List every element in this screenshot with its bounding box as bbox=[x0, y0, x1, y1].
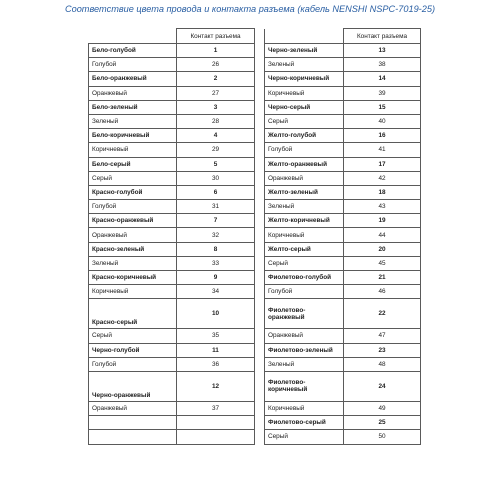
column-separator bbox=[255, 285, 265, 299]
right-wire-color: Желто-серый bbox=[265, 242, 344, 256]
table-row bbox=[89, 44, 421, 58]
left-contact-number: 30 bbox=[177, 171, 255, 185]
column-separator bbox=[255, 185, 265, 199]
right-contact-number: 41 bbox=[344, 143, 421, 157]
left-wire-color: Бело-оранжевый bbox=[89, 72, 177, 86]
wire-color-table bbox=[88, 28, 421, 445]
left-wire-color: Бело-серый bbox=[89, 157, 177, 171]
right-contact-number: 46 bbox=[344, 285, 421, 299]
column-separator bbox=[255, 157, 265, 171]
left-wire-color: Красно-зеленый bbox=[89, 242, 177, 256]
right-wire-color: Желто-коричневый bbox=[265, 214, 344, 228]
table-row bbox=[89, 357, 421, 371]
right-wire-color: Черно-серый bbox=[265, 100, 344, 114]
left-wire-color: Бело-зеленый bbox=[89, 100, 177, 114]
right-contact-number: 16 bbox=[344, 129, 421, 143]
column-separator bbox=[255, 114, 265, 128]
table-row bbox=[89, 143, 421, 157]
wire-color-table-body bbox=[89, 29, 421, 445]
left-contact-number: 34 bbox=[177, 285, 255, 299]
left-contact-number: 5 bbox=[177, 157, 255, 171]
left-wire-color: Зеленый bbox=[89, 256, 177, 270]
left-contact-number: 32 bbox=[177, 228, 255, 242]
left-wire-color: Красно-голубой bbox=[89, 185, 177, 199]
left-contact-number: 4 bbox=[177, 129, 255, 143]
column-separator bbox=[255, 29, 265, 44]
right-wire-color: Желто-зеленый bbox=[265, 185, 344, 199]
left-wire-color: Зеленый bbox=[89, 114, 177, 128]
column-separator bbox=[255, 242, 265, 256]
right-wire-color: Голубой bbox=[265, 143, 344, 157]
right-contact-number: 19 bbox=[344, 214, 421, 228]
right-contact-number: 38 bbox=[344, 58, 421, 72]
table-row bbox=[89, 430, 421, 444]
table-row bbox=[89, 416, 421, 430]
column-separator bbox=[255, 72, 265, 86]
table-header-row bbox=[89, 29, 421, 44]
right-wire-color: Серый bbox=[265, 114, 344, 128]
column-separator bbox=[255, 58, 265, 72]
column-separator bbox=[255, 100, 265, 114]
right-contact-number: 42 bbox=[344, 171, 421, 185]
table-row bbox=[89, 200, 421, 214]
table-row bbox=[89, 214, 421, 228]
right-wire-color: Фиолетово-зеленый bbox=[265, 343, 344, 357]
right-wire-color: Голубой bbox=[265, 285, 344, 299]
table-row bbox=[89, 329, 421, 343]
column-separator bbox=[255, 44, 265, 58]
header-left-contact: Контакт разъема bbox=[177, 29, 255, 44]
left-wire-color: Оранжевый bbox=[89, 86, 177, 100]
left-contact-number: 28 bbox=[177, 114, 255, 128]
left-contact-number: 6 bbox=[177, 185, 255, 199]
right-wire-color: Оранжевый bbox=[265, 171, 344, 185]
left-contact-number bbox=[177, 416, 255, 430]
page-title: Соответствие цвета провода и контакта разъема (кабель NENSHI NSPC-7019-25) bbox=[64, 4, 436, 14]
column-separator bbox=[255, 357, 265, 371]
column-separator bbox=[255, 143, 265, 157]
column-separator bbox=[255, 171, 265, 185]
right-contact-number: 13 bbox=[344, 44, 421, 58]
right-wire-color: Серый bbox=[265, 430, 344, 444]
table-row bbox=[89, 371, 421, 401]
left-contact-number: 29 bbox=[177, 143, 255, 157]
right-wire-color: Коричневый bbox=[265, 401, 344, 415]
left-contact-number: 8 bbox=[177, 242, 255, 256]
right-contact-number: 14 bbox=[344, 72, 421, 86]
right-contact-number: 40 bbox=[344, 114, 421, 128]
left-contact-number: 37 bbox=[177, 401, 255, 415]
table-row bbox=[89, 129, 421, 143]
left-wire-color: Красно-оранжевый bbox=[89, 214, 177, 228]
column-separator bbox=[255, 416, 265, 430]
right-wire-color: Фиолетово- коричневый bbox=[265, 371, 344, 401]
left-contact-number: 27 bbox=[177, 86, 255, 100]
right-wire-color: Фиолетово-голубой bbox=[265, 271, 344, 285]
left-wire-color: Черно-голубой bbox=[89, 343, 177, 357]
table-row bbox=[89, 299, 421, 329]
left-wire-color: Красно-серый bbox=[89, 299, 177, 329]
table-row bbox=[89, 242, 421, 256]
left-wire-color: Коричневый bbox=[89, 285, 177, 299]
table-row bbox=[89, 256, 421, 270]
left-contact-number: 33 bbox=[177, 256, 255, 270]
right-wire-color: Зеленый bbox=[265, 200, 344, 214]
right-wire-color: Серый bbox=[265, 256, 344, 270]
left-contact-number: 12 bbox=[177, 371, 255, 401]
table-row bbox=[89, 285, 421, 299]
right-wire-color: Желто-голубой bbox=[265, 129, 344, 143]
column-separator bbox=[255, 214, 265, 228]
right-contact-number: 39 bbox=[344, 86, 421, 100]
left-contact-number: 9 bbox=[177, 271, 255, 285]
header-blank-left bbox=[89, 29, 177, 44]
right-contact-number: 23 bbox=[344, 343, 421, 357]
right-wire-color: Зеленый bbox=[265, 58, 344, 72]
right-contact-number: 18 bbox=[344, 185, 421, 199]
left-wire-color: Голубой bbox=[89, 200, 177, 214]
right-wire-color: Фиолетово- оранжевый bbox=[265, 299, 344, 329]
right-wire-color: Фиолетово-серый bbox=[265, 416, 344, 430]
right-wire-color: Черно-коричневый bbox=[265, 72, 344, 86]
left-wire-color bbox=[89, 430, 177, 444]
column-separator bbox=[255, 256, 265, 270]
table-row bbox=[89, 343, 421, 357]
left-wire-color: Красно-коричневый bbox=[89, 271, 177, 285]
left-wire-color: Оранжевый bbox=[89, 228, 177, 242]
right-wire-color: Черно-зеленый bbox=[265, 44, 344, 58]
right-contact-number: 44 bbox=[344, 228, 421, 242]
column-separator bbox=[255, 401, 265, 415]
table-row bbox=[89, 157, 421, 171]
left-wire-color: Серый bbox=[89, 329, 177, 343]
right-contact-number: 22 bbox=[344, 299, 421, 329]
right-wire-color: Коричневый bbox=[265, 86, 344, 100]
table-row bbox=[89, 86, 421, 100]
left-wire-color: Голубой bbox=[89, 58, 177, 72]
right-contact-number: 50 bbox=[344, 430, 421, 444]
right-contact-number: 47 bbox=[344, 329, 421, 343]
table-row bbox=[89, 228, 421, 242]
left-contact-number: 26 bbox=[177, 58, 255, 72]
left-contact-number: 2 bbox=[177, 72, 255, 86]
left-contact-number: 35 bbox=[177, 329, 255, 343]
table-row bbox=[89, 271, 421, 285]
column-separator bbox=[255, 228, 265, 242]
left-wire-color bbox=[89, 416, 177, 430]
table-row bbox=[89, 185, 421, 199]
table-row bbox=[89, 100, 421, 114]
column-separator bbox=[255, 329, 265, 343]
left-contact-number: 11 bbox=[177, 343, 255, 357]
column-separator bbox=[255, 371, 265, 401]
table-row bbox=[89, 171, 421, 185]
column-separator bbox=[255, 343, 265, 357]
left-contact-number: 36 bbox=[177, 357, 255, 371]
column-separator bbox=[255, 129, 265, 143]
left-contact-number: 3 bbox=[177, 100, 255, 114]
right-contact-number: 48 bbox=[344, 357, 421, 371]
right-contact-number: 15 bbox=[344, 100, 421, 114]
column-separator bbox=[255, 271, 265, 285]
column-separator bbox=[255, 200, 265, 214]
right-contact-number: 49 bbox=[344, 401, 421, 415]
column-separator bbox=[255, 430, 265, 444]
table-row bbox=[89, 58, 421, 72]
left-contact-number: 7 bbox=[177, 214, 255, 228]
left-wire-color: Бело-коричневый bbox=[89, 129, 177, 143]
left-contact-number: 1 bbox=[177, 44, 255, 58]
column-separator bbox=[255, 299, 265, 329]
right-contact-number: 17 bbox=[344, 157, 421, 171]
left-wire-color: Бело-голубой bbox=[89, 44, 177, 58]
column-separator bbox=[255, 86, 265, 100]
right-contact-number: 24 bbox=[344, 371, 421, 401]
right-contact-number: 45 bbox=[344, 256, 421, 270]
left-wire-color: Серый bbox=[89, 171, 177, 185]
right-wire-color: Зеленый bbox=[265, 357, 344, 371]
right-wire-color: Оранжевый bbox=[265, 329, 344, 343]
right-contact-number: 21 bbox=[344, 271, 421, 285]
header-right-contact: Контакт разъема bbox=[344, 29, 421, 44]
left-contact-number: 31 bbox=[177, 200, 255, 214]
table-row bbox=[89, 114, 421, 128]
table-row bbox=[89, 72, 421, 86]
right-contact-number: 43 bbox=[344, 200, 421, 214]
left-contact-number: 10 bbox=[177, 299, 255, 329]
right-contact-number: 25 bbox=[344, 416, 421, 430]
right-wire-color: Коричневый bbox=[265, 228, 344, 242]
left-wire-color: Коричневый bbox=[89, 143, 177, 157]
table-row bbox=[89, 401, 421, 415]
left-wire-color: Черно-оранжевый bbox=[89, 371, 177, 401]
right-contact-number: 20 bbox=[344, 242, 421, 256]
left-contact-number bbox=[177, 430, 255, 444]
left-wire-color: Оранжевый bbox=[89, 401, 177, 415]
header-blank-right bbox=[265, 29, 344, 44]
left-wire-color: Голубой bbox=[89, 357, 177, 371]
right-wire-color: Желто-оранжевый bbox=[265, 157, 344, 171]
